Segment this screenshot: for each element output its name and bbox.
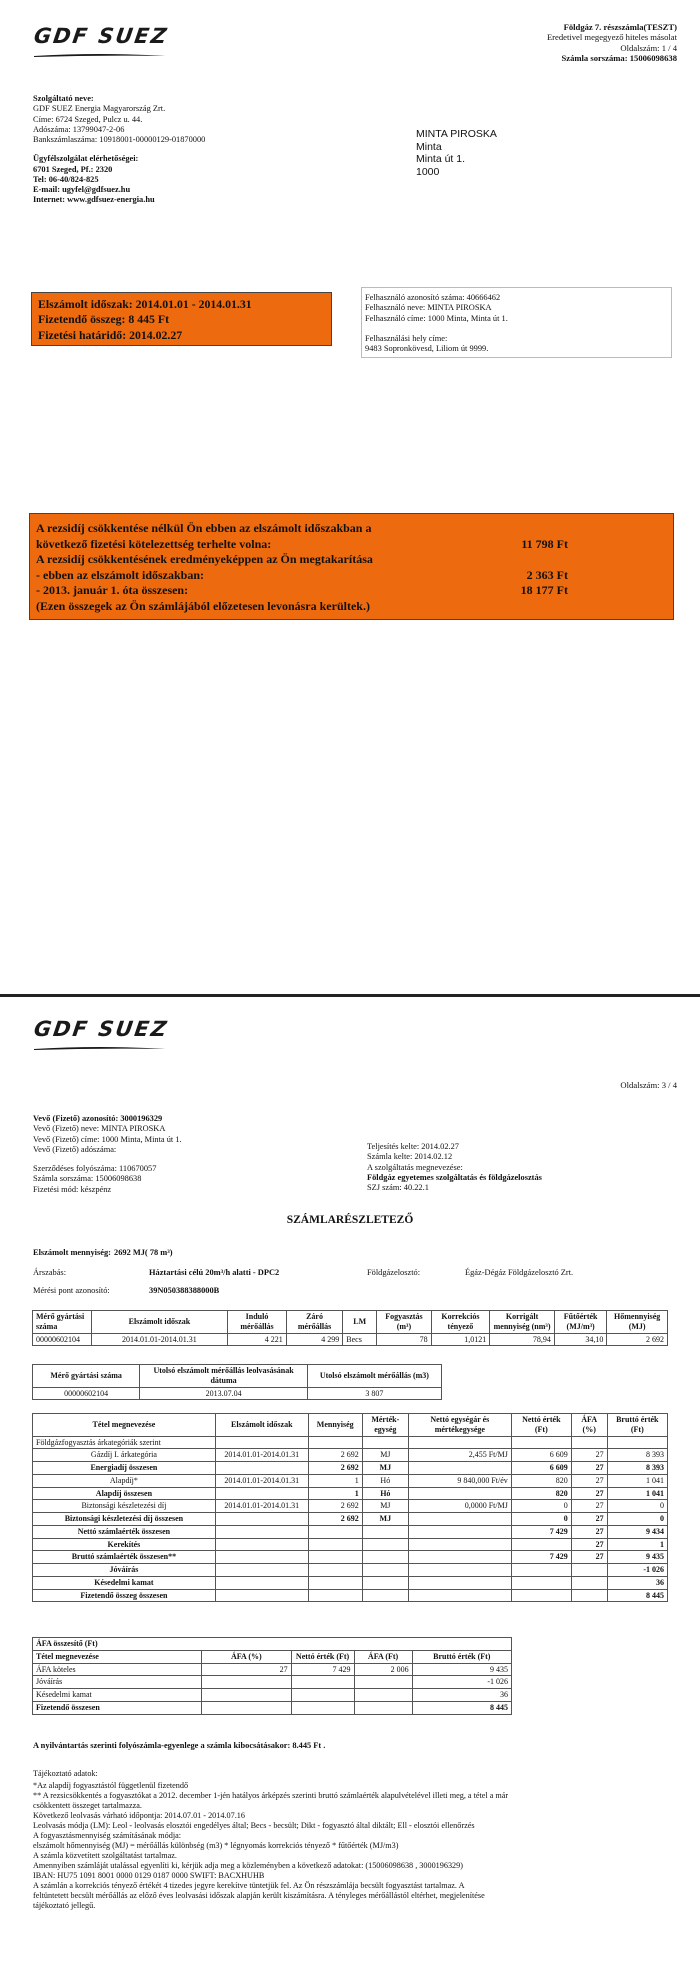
savings-box (29, 513, 674, 620)
table-row (33, 1513, 668, 1526)
savings-value (486, 521, 568, 537)
table-cell: Bruttó számlaérték összesen** (33, 1551, 216, 1564)
note-line: tájékoztató jellegű. (33, 1901, 96, 1910)
table-cell: Hó (362, 1474, 408, 1487)
table-cell: 27 (571, 1487, 607, 1500)
table-cell: 0 (511, 1500, 571, 1513)
table-cell: Gázdíj I. árkategória (33, 1449, 216, 1462)
szj-number: SZJ szám: 40.22.1 (367, 1183, 429, 1192)
column-header: Nettó érték (Ft) (511, 1414, 571, 1437)
table-cell (362, 1436, 408, 1449)
column-header: Fűtőérték (MJ/m³) (554, 1311, 606, 1334)
usage-location-label: Felhasználási hely címe: (365, 333, 448, 343)
table-cell: 8 393 (607, 1449, 667, 1462)
table-cell: 1,0121 (431, 1333, 490, 1346)
table-cell (408, 1589, 511, 1602)
savings-label: (Ezen összegek az Ön számlájából előzetesen levonásra kerültek.) (36, 598, 370, 613)
service-website: Internet: www.gdfsuez-energia.hu (33, 195, 155, 205)
table-cell: 2 692 (308, 1513, 362, 1526)
billed-quantity-label: Elszámolt mennyiség: (33, 1248, 111, 1257)
table-cell (308, 1436, 362, 1449)
table-cell: 34,10 (554, 1333, 606, 1346)
tariff-value: Háztartási célú 20m³/h alatti - DPC2 (149, 1268, 280, 1277)
table-cell (511, 1564, 571, 1577)
table-cell: ÁFA köteles (33, 1663, 202, 1676)
table-cell: 7 429 (511, 1525, 571, 1538)
table-header-row (33, 1414, 668, 1437)
buyer-spacer (33, 1155, 182, 1164)
fulfillment-date: Teljesítés kelte: 2014.02.27 (367, 1142, 459, 1151)
provider-name: GDF SUEZ Energia Magyarország Zrt. (33, 104, 166, 114)
table-cell: 6 609 (511, 1462, 571, 1475)
table-cell: 0,0000 Ft/MJ (408, 1500, 511, 1513)
table-cell (408, 1525, 511, 1538)
table-cell: 8 393 (607, 1462, 667, 1475)
invoice-items-table (32, 1413, 668, 1602)
table-cell: 820 (511, 1474, 571, 1487)
table-row (33, 1538, 668, 1551)
metering-point-label: Mérési pont azonosító: (33, 1286, 110, 1295)
table-cell: Energiadíj összesen (33, 1462, 216, 1475)
vat-table-body (33, 1663, 512, 1714)
table-header-row (33, 1650, 512, 1663)
contract-account: Szerződéses folyószáma: 110670057 (33, 1164, 157, 1173)
table-cell: 1 041 (607, 1487, 667, 1500)
savings-row (36, 599, 673, 615)
table-cell: 9 435 (412, 1663, 511, 1676)
buyer-name: Vevő (Fizető) neve: MINTA PIROSKA (33, 1124, 166, 1134)
table-row (33, 1576, 668, 1589)
table-row (33, 1474, 668, 1487)
table-cell: 78,94 (490, 1333, 555, 1346)
table-row (33, 1487, 668, 1500)
table-cell (291, 1689, 354, 1702)
table-cell: 2014.01.01-2014.01.31 (91, 1333, 228, 1346)
invoice-serial: Számla sorszáma: 15006098638 (33, 1174, 142, 1184)
vat-title-row (33, 1638, 512, 1651)
account-balance-line: A nyilvántartás szerinti folyószámla-egyenlege a számla kibocsátásakor: 8.445 Ft . (33, 1741, 326, 1750)
table-cell (408, 1538, 511, 1551)
note-line: csökkentett összeget tartalmazza. (33, 1801, 142, 1810)
table-row (33, 1333, 668, 1346)
recipient-address (416, 128, 497, 178)
column-header: Bruttó érték (Ft) (607, 1414, 667, 1437)
amount-due: Fizetendő összeg: 8 445 Ft (38, 312, 170, 327)
table-cell (202, 1701, 292, 1714)
table-cell: MJ (362, 1462, 408, 1475)
table-cell (202, 1676, 292, 1689)
column-header: Mérték-egység (362, 1414, 408, 1437)
information-notes (33, 1769, 673, 1911)
table-cell (362, 1576, 408, 1589)
table-row (33, 1436, 668, 1449)
table-cell: Késedelmi kamat (33, 1576, 216, 1589)
table-cell: Fizetendő összesen (33, 1701, 202, 1714)
table-cell (215, 1513, 308, 1526)
table-cell (215, 1576, 308, 1589)
table-cell: 2 692 (308, 1500, 362, 1513)
table-cell: 1 041 (607, 1474, 667, 1487)
table-cell: 1 (308, 1474, 362, 1487)
user-spacer (365, 324, 671, 334)
table-row (33, 1500, 668, 1513)
table-cell (308, 1564, 362, 1577)
table-cell (408, 1462, 511, 1475)
buyer-block (33, 1114, 182, 1195)
table-cell (308, 1538, 362, 1551)
buyer-address: Vevő (Fizető) címe: 1000 Minta, Minta út 1. (33, 1134, 182, 1144)
invoice-number: Számla sorszáma: 15006098638 (561, 53, 677, 64)
table-cell: 00000602104 (33, 1333, 92, 1346)
table-cell: Késedelmi kamat (33, 1689, 202, 1702)
note-line: Következő leolvasás várható időpontja: 2014.07.01 - 2014.07.16 (33, 1811, 245, 1820)
savings-label: - 2013. január 1. óta összesen: (36, 583, 189, 598)
table-row (33, 1663, 512, 1676)
column-header: Bruttó érték (Ft) (412, 1650, 511, 1663)
column-header: Induló mérőállás (228, 1311, 287, 1334)
invoice-header (547, 22, 677, 64)
recipient-line-1: Minta (416, 140, 442, 153)
table-cell: 7 429 (291, 1663, 354, 1676)
table-cell (571, 1576, 607, 1589)
logo-swoosh-icon (34, 1046, 166, 1051)
recipient-name: MINTA PIROSKA (416, 128, 497, 140)
table-cell (571, 1564, 607, 1577)
table-cell: 2013.07.04 (140, 1387, 308, 1400)
table-cell: 1 (607, 1538, 667, 1551)
table-cell: 27 (202, 1663, 292, 1676)
savings-label: A rezsidíj csökkentésének eredményeképpen az Ön megtakarítása (36, 552, 373, 567)
column-header: Tétel megnevezése (33, 1650, 202, 1663)
buyer-id: Vevő (Fizető) azonosító: 3000196329 (33, 1114, 163, 1123)
table-cell: Nettó számlaérték összesen (33, 1525, 216, 1538)
savings-row (36, 521, 673, 537)
vat-summary-table (32, 1637, 512, 1715)
service-name-label: A szolgáltatás megnevezése: (367, 1162, 463, 1172)
table-cell: 2014.01.01-2014.01.31 (215, 1449, 308, 1462)
table-cell (308, 1589, 362, 1602)
table-cell: 2014.01.01-2014.01.31 (215, 1474, 308, 1487)
note-line: *Az alapdíj fogyasztástól függetlenül fizetendő (33, 1781, 189, 1790)
table-row (33, 1462, 668, 1475)
table-cell (354, 1689, 412, 1702)
savings-value: 11 798 Ft (521, 536, 568, 551)
table-cell: 27 (571, 1449, 607, 1462)
note-line: feltüntetett becsült mérőállás az előző éves leolvasási időszak alapján került kiszámításra. A tényleges mérőállástól eltérhet, megjelenítése (33, 1891, 485, 1900)
table-cell: Földgázfogyasztás árkategóriák szerint (33, 1436, 216, 1449)
service-po-box: 6701 Szeged, Pf.: 2320 (33, 164, 113, 174)
provider-tax-number: Adószáma: 13799047-2-06 (33, 124, 125, 134)
payment-deadline: Fizetési határidő: 2014.02.27 (38, 327, 183, 342)
table-cell (354, 1676, 412, 1689)
certified-copy-note: Eredetivel megegyező hiteles másolat (546, 32, 677, 43)
logo-text: GDF SUEZ (32, 24, 170, 48)
table-cell: 36 (607, 1576, 667, 1589)
column-header: Tétel megnevezése (33, 1414, 216, 1437)
logo-text: GDF SUEZ (32, 1017, 170, 1041)
table-cell (308, 1551, 362, 1564)
table-row (33, 1676, 512, 1689)
table-cell: Fizetendő összeg összesen (33, 1589, 216, 1602)
items-table-body (33, 1436, 668, 1602)
table-cell: 00000602104 (33, 1387, 140, 1400)
vat-summary-title: ÁFA összesítő (Ft) (33, 1638, 512, 1651)
column-header: ÁFA (%) (571, 1414, 607, 1437)
table-cell: 78 (377, 1333, 431, 1346)
gdf-suez-logo (34, 24, 168, 60)
table-cell (571, 1589, 607, 1602)
table-cell: Jóváírás (33, 1564, 216, 1577)
table-cell: 2 692 (308, 1462, 362, 1475)
table-cell (362, 1525, 408, 1538)
table-cell: 4 221 (228, 1333, 287, 1346)
column-header: LM (343, 1311, 377, 1334)
column-header: Záró mérőállás (286, 1311, 343, 1334)
table-cell: 9 434 (607, 1525, 667, 1538)
page-number: Oldalszám: 1 / 4 (620, 42, 677, 53)
table-row (33, 1701, 512, 1714)
distributor-value: Égáz-Dégáz Földgázelosztó Zrt. (465, 1268, 574, 1277)
note-line: Tájékoztató adatok: (33, 1769, 98, 1778)
metering-point-value: 39N050388388000B (149, 1286, 220, 1295)
savings-value (486, 599, 568, 615)
user-id: Felhasználó azonosító száma: 40666462 (365, 293, 501, 302)
provider-bank-account: Bankszámlaszáma: 10918001-00000129-01870000 (33, 135, 206, 144)
billing-period: Elszámolt időszak: 2014.01.01 - 2014.01.31 (38, 297, 252, 311)
table-cell: 7 429 (511, 1551, 571, 1564)
table-cell (291, 1676, 354, 1689)
column-header: ÁFA (Ft) (354, 1650, 412, 1663)
table-cell: 0 (511, 1513, 571, 1526)
table-cell (408, 1513, 511, 1526)
table-cell (215, 1538, 308, 1551)
table-cell: Hó (362, 1487, 408, 1500)
table-cell: -1 026 (607, 1564, 667, 1577)
savings-row (36, 583, 673, 599)
table-cell (408, 1551, 511, 1564)
note-line: A számlán a korrekciós tényező értékét 4 tizedes jegyre kerekítve tüntetjük fel. Az Ön részszámlája becsült fogyasztást tartalmaz. A (33, 1881, 465, 1890)
table-cell: MJ (362, 1449, 408, 1462)
table-cell: 3 807 (307, 1387, 441, 1400)
service-phone: Tel: 06-40/824-825 (33, 174, 99, 184)
savings-row (36, 568, 673, 584)
table-cell (362, 1551, 408, 1564)
meter-reading-table (32, 1310, 668, 1346)
table-row (33, 1551, 668, 1564)
provider-block (33, 94, 205, 206)
table-row (33, 1564, 668, 1577)
page-separator (0, 994, 700, 997)
table-cell (362, 1589, 408, 1602)
column-header: Korrekciós tényező (431, 1311, 490, 1334)
table-cell: 2 006 (354, 1663, 412, 1676)
table-row (33, 1387, 442, 1400)
savings-value: 18 177 Ft (520, 583, 568, 598)
table-cell: 0 (607, 1513, 667, 1526)
note-line: A fogyasztásmennyiség számításának módja: (33, 1831, 182, 1840)
note-line: IBAN: HU75 1091 8001 0000 0129 0187 0000 SWIFT: BACXHUHB (33, 1871, 265, 1880)
usage-location-address: 9483 Sopronkövesd, Liliom út 9999. (365, 344, 489, 353)
table-cell (362, 1564, 408, 1577)
table-cell (308, 1576, 362, 1589)
table-cell (408, 1564, 511, 1577)
column-header: Utolsó elszámolt mérőállás (m3) (307, 1365, 441, 1388)
table-cell: 27 (571, 1462, 607, 1475)
page3-number: Oldalszám: 3 / 4 (620, 1080, 677, 1090)
table-cell: Biztonsági készletezési díj összesen (33, 1513, 216, 1526)
savings-row (36, 552, 673, 568)
savings-value: 2 363 Ft (526, 567, 568, 582)
table-cell (291, 1701, 354, 1714)
note-line: A számla közvetített szolgáltatást tartalmaz. (33, 1851, 177, 1860)
table-cell: 2 692 (607, 1333, 668, 1346)
table-cell: 6 609 (511, 1449, 571, 1462)
column-header: Elszámolt időszak (215, 1414, 308, 1437)
column-header: ÁFA (%) (202, 1650, 292, 1663)
table-cell (362, 1538, 408, 1551)
buyer-tax-number: Vevő (Fizető) adószáma: (33, 1144, 117, 1154)
column-header: Korrigált mennyiség (nm³) (490, 1311, 555, 1334)
table-cell (215, 1436, 308, 1449)
note-line: elszámolt hőmennyiség (MJ) = mérőállás különbség (m3) * légnyomás korrekciós tényező * fűtőérték (MJ/m3) (33, 1841, 399, 1850)
table-cell: -1 026 (412, 1676, 511, 1689)
table-cell: 27 (571, 1525, 607, 1538)
table-cell: Alapdíj* (33, 1474, 216, 1487)
provider-address: Címe: 6724 Szeged, Pulcz u. 44. (33, 114, 143, 124)
breakdown-title: SZÁMLARÉSZLETEZŐ (286, 1214, 414, 1226)
column-header: Elszámolt időszak (91, 1311, 228, 1334)
column-header: Mérő gyártási száma (33, 1311, 92, 1334)
logo-swoosh-icon (34, 53, 166, 58)
table-cell (354, 1701, 412, 1714)
table-cell (215, 1564, 308, 1577)
recipient-line-2: Minta út 1. (416, 153, 466, 166)
column-header: Fogyasztás (m³) (377, 1311, 431, 1334)
service-email: E-mail: ugyfel@gdfsuez.hu (33, 185, 131, 194)
table-cell (215, 1589, 308, 1602)
table-cell (215, 1551, 308, 1564)
table-cell (511, 1576, 571, 1589)
table-cell (308, 1525, 362, 1538)
column-header: Utolsó elszámolt mérőállás leolvasásának dátuma (140, 1365, 308, 1388)
table-cell: 820 (511, 1487, 571, 1500)
note-line: ** A rezsicsökkentés a fogyasztókat a 2012. december 1-jén hatályos árképzés szerinti bruttó számlaérték alapulvételével illeti meg, a tétel a már (33, 1791, 509, 1800)
table-cell: 27 (571, 1474, 607, 1487)
table-header-row (33, 1365, 442, 1388)
invoice-dates-block (367, 1142, 542, 1193)
table-cell (511, 1538, 571, 1551)
table-cell: 36 (412, 1689, 511, 1702)
table-cell: Kerekítés (33, 1538, 216, 1551)
tariff-label: Árszabás: (33, 1268, 67, 1277)
table-cell (511, 1589, 571, 1602)
table-cell (215, 1525, 308, 1538)
savings-label: - ebben az elszámolt időszakban: (36, 567, 204, 582)
table-cell: MJ (362, 1500, 408, 1513)
column-header: Mérő gyártási száma (33, 1365, 140, 1388)
table-cell (408, 1436, 511, 1449)
table-cell (215, 1462, 308, 1475)
table-cell: 9 840,000 Ft/év (408, 1474, 511, 1487)
table-cell: 1 (308, 1487, 362, 1500)
user-name: Felhasználó neve: MINTA PIROSKA (365, 303, 492, 313)
column-header: Mennyiség (308, 1414, 362, 1437)
savings-label: A rezsidíj csökkentése nélkül Ön ebben az elszámolt időszakban a (36, 521, 372, 535)
invoice-type: Földgáz 7. részszámla(TESZT) (563, 22, 677, 32)
table-cell: Biztonsági készletezési díj (33, 1500, 216, 1513)
table-cell (511, 1436, 571, 1449)
savings-row (36, 537, 673, 553)
gdf-suez-logo-page3 (34, 1017, 168, 1053)
table-cell: 27 (571, 1513, 607, 1526)
table-cell (408, 1487, 511, 1500)
billed-quantity-value: 2692 MJ( 78 m³) (114, 1248, 173, 1257)
distributor-label: Földgázelosztó: (367, 1268, 421, 1277)
table-cell: 2,455 Ft/MJ (408, 1449, 511, 1462)
table-cell: Alapdíj összesen (33, 1487, 216, 1500)
table-cell: 27 (571, 1538, 607, 1551)
table-cell (408, 1576, 511, 1589)
table-row (33, 1449, 668, 1462)
user-address: Felhasználó címe: 1000 Minta, Minta út 1. (365, 313, 508, 323)
table-cell: 2 692 (308, 1449, 362, 1462)
savings-value (486, 552, 568, 568)
table-cell (215, 1487, 308, 1500)
table-row (33, 1525, 668, 1538)
column-header: Nettó egységár és mértékegysége (408, 1414, 511, 1437)
user-info-box (361, 287, 672, 358)
service-label: Ügyfélszolgálat elérhetőségei: (33, 154, 139, 164)
table-cell (202, 1689, 292, 1702)
table-cell: 8 445 (412, 1701, 511, 1714)
table-cell: 27 (571, 1551, 607, 1564)
table-cell: 27 (571, 1500, 607, 1513)
savings-label: következő fizetési kötelezettség terhelte volna: (36, 536, 272, 551)
recipient-postcode: 1000 (416, 165, 440, 178)
table-cell: 9 435 (607, 1551, 667, 1564)
provider-label: Szolgáltató neve: (33, 94, 94, 103)
note-line: Leolvasás módja (LM): Leol - leolvasás elosztói engedélyes által; Becs - becsült; Dikt - fogyasztó által diktált; Ell - elosztói ellenőrzés (33, 1821, 475, 1830)
table-cell (571, 1436, 607, 1449)
table-cell: 4 299 (286, 1333, 343, 1346)
service-name: Földgáz egyetemes szolgáltatás és földgázelosztás (367, 1172, 542, 1182)
payment-method: Fizetési mód: készpénz (33, 1184, 112, 1194)
table-cell: 0 (607, 1500, 667, 1513)
table-cell (607, 1436, 667, 1449)
invoice-date: Számla kelte: 2014.02.12 (367, 1152, 453, 1162)
last-reading-table (32, 1364, 442, 1400)
table-cell: MJ (362, 1513, 408, 1526)
table-header-row (33, 1311, 668, 1334)
table-row (33, 1689, 512, 1702)
table-cell: Becs (343, 1333, 377, 1346)
table-row (33, 1589, 668, 1602)
table-cell: Jóváírás (33, 1676, 202, 1689)
column-header: Nettó érték (Ft) (291, 1650, 354, 1663)
billing-summary-box (31, 292, 332, 346)
column-header: Hőmennyiség (MJ) (607, 1311, 668, 1334)
table-cell: 2014.01.01-2014.01.31 (215, 1500, 308, 1513)
note-line: Amennyiben számláját utalással egyenlíti ki, kérjük adja meg a közleményben a következő adatokat: (15006098638 , 3000196329) (33, 1861, 463, 1870)
table-cell: 8 445 (607, 1589, 667, 1602)
